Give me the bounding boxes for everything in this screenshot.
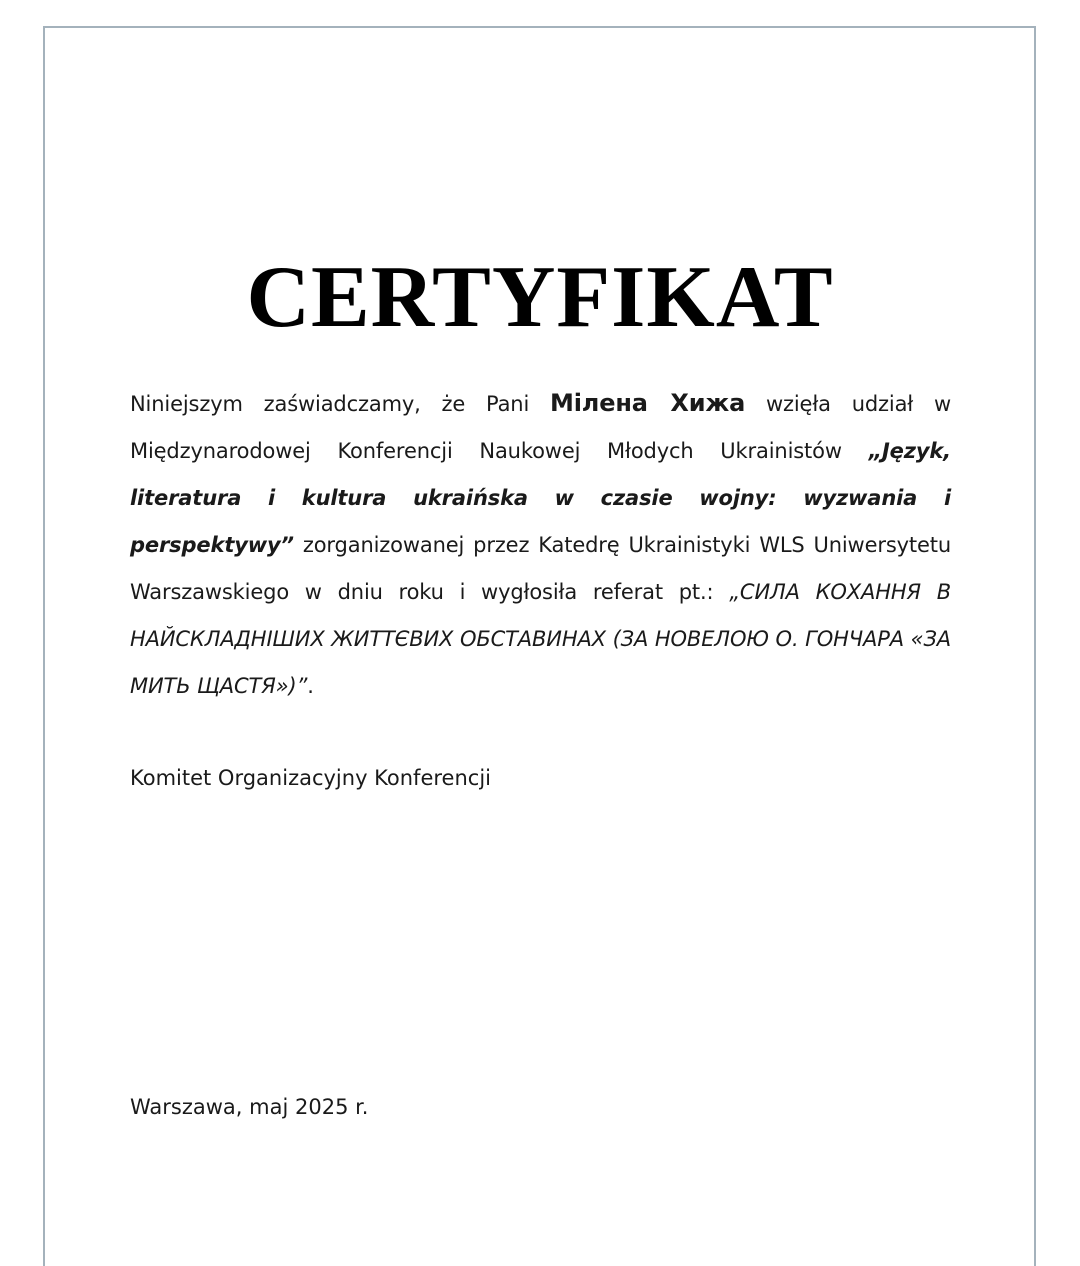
talk-end: .: [307, 674, 314, 698]
organizing-committee: Komitet Organizacyjny Konferencji: [130, 766, 491, 790]
participation-text: wzięła udział w Międzynarodowej Konferencji Naukowej Młodych Ukrainistów: [130, 392, 951, 463]
talk-title: „СИЛА КОХАННЯ В НАЙСКЛАДНІШИХ ЖИТТЄВИХ ОБСТАВИНАХ (ЗА НОВЕЛОЮ О. ГОНЧАРА «ЗА МИТЬ ЩАСТЯ»)”: [130, 580, 951, 698]
intro-text: Niniejszym zaświadczamy, że Pani: [130, 392, 550, 416]
organizer-text: zorganizowanej przez Katedrę Ukrainistyki WLS Uniwersytetu Warszawskiego w dniu roku i wygłosiła referat pt.:: [130, 533, 951, 604]
conference-title: „Język, literatura i kultura ukraińska w czasie wojny: wyzwania i perspektywy”: [130, 439, 951, 557]
place-date: Warszawa, maj 2025 r.: [130, 1095, 369, 1119]
certificate-body: [130, 380, 951, 710]
certificate-title: CERTYFIKAT: [246, 249, 834, 346]
recipient-name: Мілена Хижа: [549, 389, 746, 417]
